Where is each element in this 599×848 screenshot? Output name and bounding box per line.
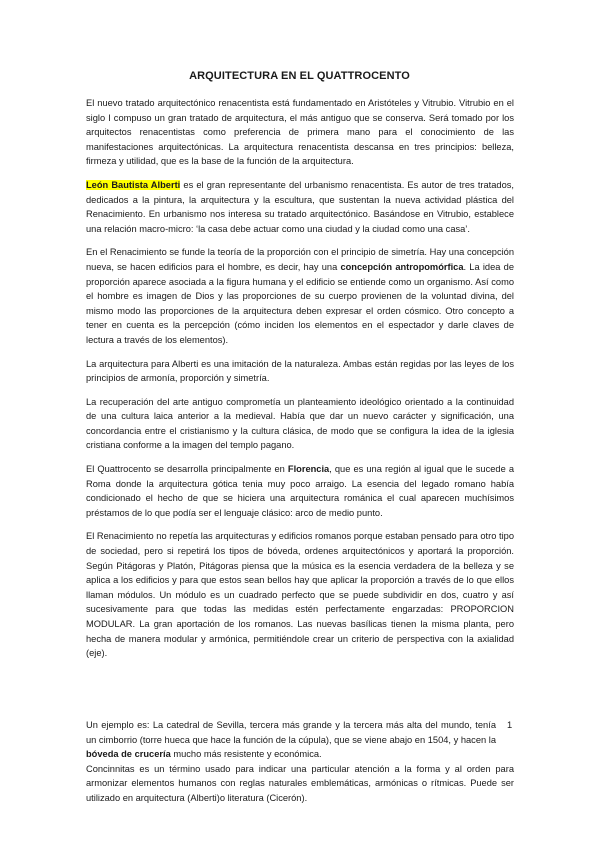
paragraph-proportion: [86, 245, 514, 347]
document-body: [86, 96, 514, 670]
paragraph-modules: El Renacimiento no repetía las arquitecturas y edificios romanos porque estaban pensado para otro tipo de sociedad, pero si repetirá los tipos de bóveda, ordenes arquitectónicos y aportará la proporción. Según Pitágoras y Platón, Pitágoras piensa que la música es la esencia verdadera de la belleza y se aplica a los edificios y para que estos sean bellos hay que aplicar la proporción a través de lo que ellos llaman módulos. Un módulo es un cuadrado perfecto que se puede subdividir en dos, cuatro y así sucesivamente para que todas las medidas estén perfectamente engarzadas: PROPORCION MODULAR. La gran aportación de los romanos. Las nuevas basílicas tienen la misma planta, pero hecha de manera modular y armónica, permitiéndole crear un criterio de perspectiva con la axialidad (eje).: [86, 531, 514, 659]
paragraph-text: En el Renacimiento se funde la teoría de la proporción con el principio de simetría. Hay una concepción nueva, se hacen edificios para el hombre, es decir, hay una: [86, 247, 514, 272]
paragraph-nature: La arquitectura para Alberti es una imitación de la naturaleza. Ambas están regidas por las leyes de los principios de armonía, proporción y simetría.: [86, 358, 514, 384]
paragraph-vitrubio: El nuevo tratado arquitectónico renacentista está fundamentado en Aristóteles y Vitrubio. Vitrubio en el siglo I compuso un gran tratado de arquitectura, el más antiguo que se conserva. Será tomado por los arquitectos renacentistas como preferencia de primera mano para el conocimiento de las manifestaciones arquitectónicas. La arquitectura renacentista descansa en tres principios: belleza, firmeza y utilidad, que es la base de la función de la arquitectura.: [86, 98, 514, 167]
highlighted-name: León Bautista Alberti: [86, 179, 181, 190]
bold-term: bóveda de crucería: [86, 749, 171, 760]
footnote-text: mucho más resistente y económica.: [170, 749, 322, 760]
bold-term: concepción antropomórfica: [340, 261, 464, 272]
footnotes: [86, 718, 514, 806]
paragraph-alberti: [86, 178, 514, 236]
page-title: ARQUITECTURA EN EL QUATTROCENTO: [189, 70, 410, 82]
paragraph-ancient-art: La recuperación del arte antiguo comprometía un planteamiento ideológico orientado a la continuidad de una cultura laica anterior a la medieval. Había que dar un nuevo carácter y significación, una concordancia entre el cristianismo y la cultura clásica, de modo que se configura la idea de la iglesia cristiana conforme a la imagen del templo pagano.: [86, 396, 514, 451]
paragraph-florencia: [86, 462, 514, 520]
footnote-concinnitas: Concinnitas es un término usado para indicar una particular atención a la forma y al orden para armonizar elementos humanos con reglas naturales emblemáticas, armónicas o rítmicas. Puede ser utilizado en arquitectura (Alberti)o literatura (Cicerón).: [86, 763, 514, 803]
bold-term: Florencia: [287, 464, 330, 475]
page-number: 1: [507, 720, 513, 730]
paragraph-text: es el gran representante del urbanismo renacentista. Es autor de tres tratados, dedicados a la pintura, la arquitectura y la escultura, que sustentan la nueva actividad plástica del Renacimiento. En urbanismo nos interesa su tratado arquitectónico. Basándose en Vitrubio, establece una relación macro-micro: ‘la casa debe actuar como una ciudad y la ciudad como una casa’.: [86, 179, 514, 234]
paragraph-text: . La idea de proporción aparece asociada a la figura humana y el edificio se entiende como un organismo. Así como el hombre es imagen de Dios y las proporciones de su cuerpo provienen de la voluntad divina, del mismo modo las proporciones de la arquitectura deben expresar el orden cósmico. Otro concepto a tener en cuenta es la percepción (cómo inciden los elementos en el espectador y darle claves de lectura a través de los elementos).: [86, 261, 514, 345]
footnote-text: Un ejemplo es: La catedral de Sevilla, tercera más grande y la tercera más alta del mundo, tenía un cimborrio (torre hueca que hace la función de la cúpula), que se viene abajo en 1504, y hacen la: [86, 720, 496, 745]
paragraph-text: , que es una región al igual que le sucede a Roma donde la arquitectura gótica tenia muy poco arraigo. La esencia del legado romano había condicionado el hecho de que se hiciera una arquitectura románica el cual aparecen muchísimos préstamos de lo que podía ser el lenguaje clásico: arco de medio punto.: [86, 464, 514, 518]
paragraph-text: El Quattrocento se desarrolla principalmente en: [86, 464, 288, 475]
footnote-sevilla: [86, 718, 514, 762]
